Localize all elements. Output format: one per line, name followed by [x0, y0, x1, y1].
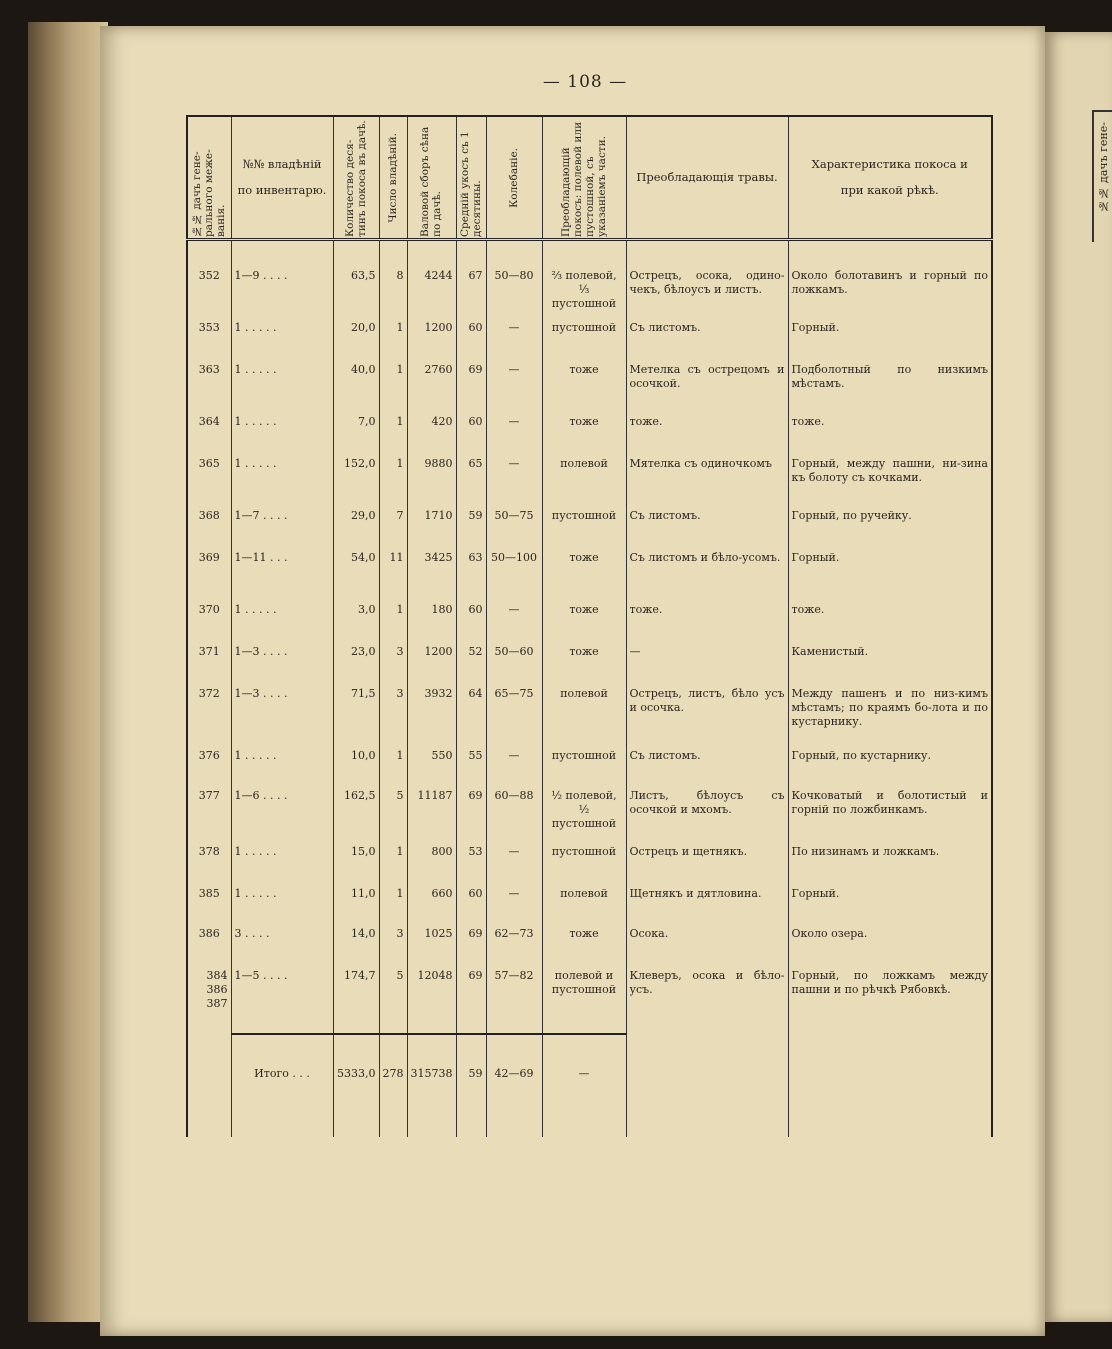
cell-dacha: 384 386 387	[187, 969, 231, 1034]
total-sbor: 315738	[407, 1055, 456, 1137]
cell-sbor: 3932	[407, 687, 456, 749]
cell-travy: Щетнякъ и дятловина.	[626, 887, 788, 927]
cell-ukos: 65	[456, 457, 486, 509]
total-count: 278	[379, 1055, 407, 1137]
cell-dacha: 386	[187, 927, 231, 969]
cell-koleb: —	[486, 321, 542, 363]
cell-ukos: 64	[456, 687, 486, 749]
cell-travy: Мятелка съ одиночкомъ	[626, 457, 788, 509]
cell-count: 1	[379, 845, 407, 887]
cell-koleb: 60—88	[486, 789, 542, 845]
header-character-line2: при какой рѣкѣ.	[840, 182, 939, 197]
table-row	[187, 687, 992, 749]
total-empty-cell	[626, 1055, 788, 1137]
cell-vladenia: 1 . . . . .	[231, 749, 333, 789]
cell-character: Кочковатый и болотистый и горній по ложбинкамъ.	[788, 789, 992, 845]
cell-ukos: 60	[456, 415, 486, 457]
cell-vladenia: 3 . . . .	[231, 927, 333, 969]
cell-koleb: —	[486, 415, 542, 457]
cell-sbor: 11187	[407, 789, 456, 845]
top-spacer-row	[187, 240, 992, 270]
cell-dacha: 363	[187, 363, 231, 415]
cell-pokos: ⅔ полевой, ⅓ пустошной	[542, 269, 626, 321]
total-separator-row	[187, 1034, 992, 1055]
cell-desyatin: 15,0	[333, 845, 379, 887]
cell-dacha: 385	[187, 887, 231, 927]
cell-travy: Листъ, бѣлоусъ съ осочкой и мхомъ.	[626, 789, 788, 845]
cell-sbor: 1200	[407, 645, 456, 687]
cell-koleb: 62—73	[486, 927, 542, 969]
cell-count: 3	[379, 645, 407, 687]
cell-desyatin: 152,0	[333, 457, 379, 509]
cell-dacha: 372	[187, 687, 231, 749]
table-body	[187, 240, 992, 1138]
cell-desyatin: 162,5	[333, 789, 379, 845]
cell-desyatin: 23,0	[333, 645, 379, 687]
cell-koleb: —	[486, 887, 542, 927]
cell-vladenia: 1 . . . . .	[231, 363, 333, 415]
header-sbor: Валовой сборъ сѣна по дачѣ.	[407, 116, 456, 240]
cell-pokos: полевой	[542, 687, 626, 749]
cell-vladenia: 1 . . . . .	[231, 603, 333, 645]
cell-count: 11	[379, 551, 407, 603]
cell-desyatin: 7,0	[333, 415, 379, 457]
table-row	[187, 363, 992, 415]
cell-character: Горный.	[788, 887, 992, 927]
cell-desyatin: 71,5	[333, 687, 379, 749]
cell-character: Горный, между пашни, ни-зина къ болоту съ кочками.	[788, 457, 992, 509]
cell-travy: тоже.	[626, 415, 788, 457]
total-koleb: 42—69	[486, 1055, 542, 1137]
cell-character: Каменистый.	[788, 645, 992, 687]
cell-pokos: пустошной	[542, 845, 626, 887]
cell-sbor: 1710	[407, 509, 456, 551]
cell-dacha: 352	[187, 269, 231, 321]
cell-koleb: —	[486, 749, 542, 789]
cell-dacha: 353	[187, 321, 231, 363]
cell-koleb: 50—75	[486, 509, 542, 551]
cell-count: 8	[379, 269, 407, 321]
cell-travy: —	[626, 645, 788, 687]
cell-koleb: —	[486, 363, 542, 415]
cell-character: Горный.	[788, 551, 992, 603]
cell-travy: Острецъ, листъ, бѣло усъ и осочка.	[626, 687, 788, 749]
cell-dacha: 377	[187, 789, 231, 845]
cell-sbor: 660	[407, 887, 456, 927]
total-ukos: 59	[456, 1055, 486, 1137]
header-ukos: Средній укосъ съ 1 десятины.	[456, 116, 486, 240]
cell-sbor: 3425	[407, 551, 456, 603]
cell-vladenia: 1—3 . . . .	[231, 687, 333, 749]
cell-vladenia: 1—11 . . .	[231, 551, 333, 603]
cell-sbor: 550	[407, 749, 456, 789]
table-row	[187, 969, 992, 1034]
cell-pokos: тоже	[542, 645, 626, 687]
cell-vladenia: 1 . . . . .	[231, 415, 333, 457]
cell-dacha: 378	[187, 845, 231, 887]
cell-character: Около болотавинъ и горный по ложкамъ.	[788, 269, 992, 321]
cell-travy: Острецъ и щетнякъ.	[626, 845, 788, 887]
cell-pokos: полевой и пустошной	[542, 969, 626, 1034]
total-row	[187, 1055, 992, 1137]
cell-sbor: 9880	[407, 457, 456, 509]
cell-character: Между пашенъ и по низ-кимъ мѣстамъ; по краямъ бо-лота и по кустарнику.	[788, 687, 992, 749]
cell-count: 7	[379, 509, 407, 551]
cell-desyatin: 14,0	[333, 927, 379, 969]
cell-koleb: 50—100	[486, 551, 542, 603]
cell-character: Горный, по кустарнику.	[788, 749, 992, 789]
cell-count: 1	[379, 415, 407, 457]
cell-koleb: —	[486, 603, 542, 645]
cell-sbor: 1200	[407, 321, 456, 363]
cell-desyatin: 11,0	[333, 887, 379, 927]
table-row	[187, 457, 992, 509]
cell-desyatin: 3,0	[333, 603, 379, 645]
cell-pokos: тоже	[542, 551, 626, 603]
cell-desyatin: 29,0	[333, 509, 379, 551]
header-vladenia-line1: №№ владѣній	[242, 157, 322, 172]
cell-pokos: тоже	[542, 603, 626, 645]
total-desyatin: 5333,0	[333, 1055, 379, 1137]
cell-vladenia: 1 . . . . .	[231, 845, 333, 887]
table-row	[187, 269, 992, 321]
cell-pokos: тоже	[542, 363, 626, 415]
header-vladenia	[231, 116, 333, 240]
cell-dacha: 365	[187, 457, 231, 509]
header-character	[788, 116, 992, 240]
cell-travy: Съ листомъ.	[626, 749, 788, 789]
table-row	[187, 415, 992, 457]
cell-koleb: 50—60	[486, 645, 542, 687]
cell-travy: Метелка съ острецомъ и осочкой.	[626, 363, 788, 415]
cell-count: 1	[379, 457, 407, 509]
cell-count: 1	[379, 887, 407, 927]
cell-travy: Съ листомъ и бѣло-усомъ.	[626, 551, 788, 603]
cell-ukos: 60	[456, 321, 486, 363]
cell-dacha: 376	[187, 749, 231, 789]
cell-travy: Клеверъ, осока и бѣло-усъ.	[626, 969, 788, 1034]
cell-sbor: 1025	[407, 927, 456, 969]
header-count: Число владѣній.	[379, 116, 407, 240]
cell-vladenia: 1—5 . . . .	[231, 969, 333, 1034]
cell-dacha: 369	[187, 551, 231, 603]
cell-character: Горный.	[788, 321, 992, 363]
page-number: — 108 —	[542, 72, 628, 92]
cell-sbor: 12048	[407, 969, 456, 1034]
cell-sbor: 420	[407, 415, 456, 457]
table-row	[187, 887, 992, 927]
cell-vladenia: 1 . . . . .	[231, 887, 333, 927]
cell-pokos: полевой	[542, 457, 626, 509]
cell-ukos: 53	[456, 845, 486, 887]
cell-desyatin: 20,0	[333, 321, 379, 363]
cell-desyatin: 10,0	[333, 749, 379, 789]
header-travy: Преобладающія травы.	[626, 116, 788, 240]
cell-desyatin: 40,0	[333, 363, 379, 415]
cell-character: Горный, по ручейку.	[788, 509, 992, 551]
cell-count: 5	[379, 789, 407, 845]
header-pokos: Преобладающій покосъ: полевой или пустошной, съ указаніемъ части.	[542, 116, 626, 240]
cell-count: 1	[379, 363, 407, 415]
header-row	[187, 116, 992, 240]
cell-sbor: 4244	[407, 269, 456, 321]
cell-ukos: 67	[456, 269, 486, 321]
cell-koleb: 50—80	[486, 269, 542, 321]
cell-ukos: 60	[456, 887, 486, 927]
cell-ukos: 60	[456, 603, 486, 645]
cell-desyatin: 174,7	[333, 969, 379, 1034]
cell-pokos: ½ полевой, ½ пустошной	[542, 789, 626, 845]
cell-travy: тоже.	[626, 603, 788, 645]
cell-character: Подболотный по низкимъ мѣстамъ.	[788, 363, 992, 415]
header-character-line1: Характеристика покоса и	[811, 157, 968, 172]
left-page-edge	[28, 22, 108, 1322]
cell-ukos: 52	[456, 645, 486, 687]
cell-character: По низинамъ и ложкамъ.	[788, 845, 992, 887]
cell-vladenia: 1 . . . . .	[231, 321, 333, 363]
cell-ukos: 69	[456, 969, 486, 1034]
cell-vladenia: 1—3 . . . .	[231, 645, 333, 687]
cell-pokos: пустошной	[542, 749, 626, 789]
total-label: Итого . . .	[231, 1055, 333, 1137]
cell-count: 3	[379, 687, 407, 749]
cell-koleb: —	[486, 457, 542, 509]
cell-pokos: пустошной	[542, 509, 626, 551]
cell-travy: Съ листомъ.	[626, 509, 788, 551]
table-row	[187, 509, 992, 551]
cell-vladenia: 1 . . . . .	[231, 457, 333, 509]
cell-character: тоже.	[788, 415, 992, 457]
cell-count: 1	[379, 321, 407, 363]
right-page-header	[1092, 110, 1112, 242]
cell-sbor: 2760	[407, 363, 456, 415]
table-row	[187, 749, 992, 789]
table-row	[187, 645, 992, 687]
total-empty-cell	[187, 1055, 231, 1137]
header-koleb: Колебаніе.	[486, 116, 542, 240]
cell-dacha: 371	[187, 645, 231, 687]
cell-vladenia: 1—9 . . . .	[231, 269, 333, 321]
cell-desyatin: 63,5	[333, 269, 379, 321]
cell-character: тоже.	[788, 603, 992, 645]
cell-dacha: 370	[187, 603, 231, 645]
cell-koleb: —	[486, 845, 542, 887]
cell-character: Горный, по ложкамъ между пашни и по рѣчкѣ Рябовкѣ.	[788, 969, 992, 1034]
cell-ukos: 69	[456, 789, 486, 845]
cell-pokos: тоже	[542, 927, 626, 969]
cell-ukos: 55	[456, 749, 486, 789]
cell-count: 3	[379, 927, 407, 969]
hay-table	[186, 115, 993, 1137]
cell-pokos: пустошной	[542, 321, 626, 363]
cell-count: 1	[379, 603, 407, 645]
cell-pokos: полевой	[542, 887, 626, 927]
table-row	[187, 603, 992, 645]
cell-ukos: 69	[456, 927, 486, 969]
table-row	[187, 845, 992, 887]
header-dacha: №№ дачъ гене-рального меже-ванія.	[187, 116, 231, 240]
table-row	[187, 927, 992, 969]
cell-ukos: 69	[456, 363, 486, 415]
table-row	[187, 321, 992, 363]
cell-dacha: 368	[187, 509, 231, 551]
table-row	[187, 551, 992, 603]
total-empty-cell	[788, 1055, 992, 1137]
cell-count: 5	[379, 969, 407, 1034]
table-row	[187, 789, 992, 845]
cell-travy: Осока.	[626, 927, 788, 969]
cell-koleb: 57—82	[486, 969, 542, 1034]
cell-vladenia: 1—6 . . . .	[231, 789, 333, 845]
cell-vladenia: 1—7 . . . .	[231, 509, 333, 551]
cell-count: 1	[379, 749, 407, 789]
cell-travy: Острецъ, осока, одино-чекъ, бѣлоусъ и листъ.	[626, 269, 788, 321]
total-pokos: —	[542, 1055, 626, 1137]
cell-travy: Съ листомъ.	[626, 321, 788, 363]
header-desyatin: Количество деся-тинъ покоса въ дачѣ.	[333, 116, 379, 240]
cell-sbor: 800	[407, 845, 456, 887]
cell-character: Около озера.	[788, 927, 992, 969]
cell-pokos: тоже	[542, 415, 626, 457]
cell-sbor: 180	[407, 603, 456, 645]
cell-ukos: 59	[456, 509, 486, 551]
header-vladenia-line2: по инвентарю.	[237, 182, 327, 197]
cell-dacha: 364	[187, 415, 231, 457]
cell-koleb: 65—75	[486, 687, 542, 749]
cell-ukos: 63	[456, 551, 486, 603]
cell-desyatin: 54,0	[333, 551, 379, 603]
right-page-header-text: №№ дачъ гене-	[1097, 122, 1110, 213]
